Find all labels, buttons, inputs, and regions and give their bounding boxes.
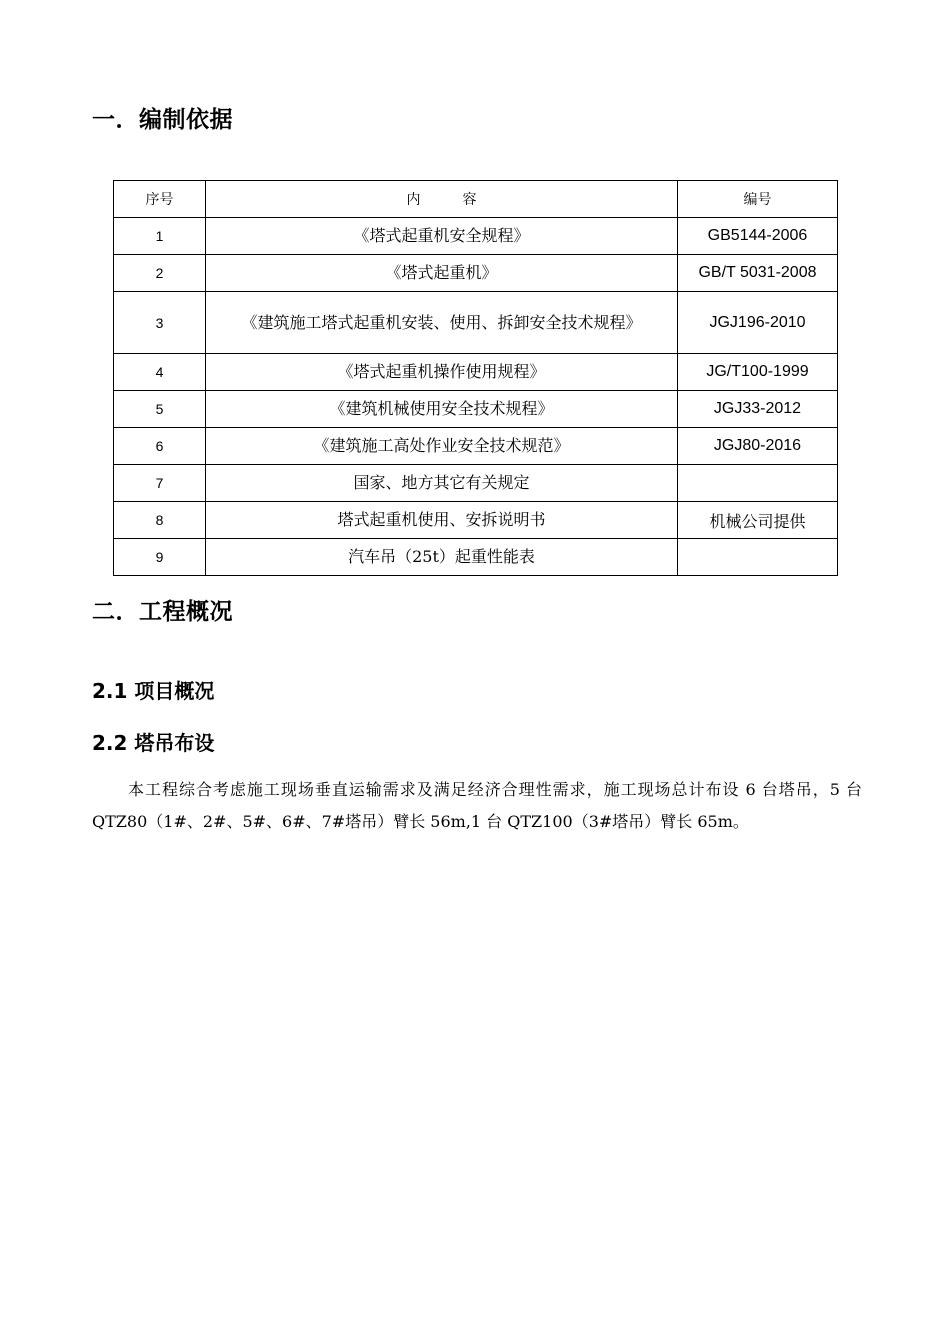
subsection-title-crane-layout: 2.2 塔吊布设 <box>92 731 215 755</box>
table-row <box>114 354 838 391</box>
row-content: 《塔式起重机安全规程》 <box>206 218 678 255</box>
section-title-basis: 一．编制依据 <box>92 107 233 133</box>
table-header-row <box>114 181 838 218</box>
table-row <box>114 391 838 428</box>
table-row <box>114 428 838 465</box>
row-no: 8 <box>114 502 206 539</box>
table-row <box>114 539 838 576</box>
row-content: 《建筑施工高处作业安全技术规范》 <box>206 428 678 465</box>
section-title-overview: 二．工程概况 <box>92 599 233 625</box>
row-no: 3 <box>114 292 206 354</box>
basis-table <box>113 180 838 576</box>
row-code: GB5144-2006 <box>678 218 838 255</box>
row-code <box>678 539 838 576</box>
row-code: JGJ80-2016 <box>678 428 838 465</box>
row-content: 《塔式起重机》 <box>206 255 678 292</box>
table-row <box>114 465 838 502</box>
row-no: 7 <box>114 465 206 502</box>
header-no: 序号 <box>114 181 206 218</box>
row-code: GB/T 5031-2008 <box>678 255 838 292</box>
row-code: JGJ33-2012 <box>678 391 838 428</box>
row-content: 《建筑施工塔式起重机安装、使用、拆卸安全技术规程》 <box>206 292 678 354</box>
row-code: JGJ196-2010 <box>678 292 838 354</box>
row-content: 汽车吊（25t）起重性能表 <box>206 539 678 576</box>
row-content: 《建筑机械使用安全技术规程》 <box>206 391 678 428</box>
crane-layout-paragraph: 本工程综合考虑施工现场垂直运输需求及满足经济合理性需求，施工现场总计布设 6 台塔吊，5 台 QTZ80（1#、2#、5#、6#、7#塔吊）臂长 56m,1 台 QTZ100（3#塔吊）臂长 65m。 <box>92 780 862 831</box>
table-row <box>114 255 838 292</box>
row-no: 4 <box>114 354 206 391</box>
table-row <box>114 218 838 255</box>
row-no: 1 <box>114 218 206 255</box>
row-content: 《塔式起重机操作使用规程》 <box>206 354 678 391</box>
table-row <box>114 502 838 539</box>
row-content: 国家、地方其它有关规定 <box>206 465 678 502</box>
row-code: 机械公司提供 <box>678 502 838 539</box>
row-code <box>678 465 838 502</box>
header-code: 编号 <box>678 181 838 218</box>
row-no: 2 <box>114 255 206 292</box>
row-code: JG/T100-1999 <box>678 354 838 391</box>
row-no: 6 <box>114 428 206 465</box>
subsection-title-project: 2.1 项目概况 <box>92 679 215 703</box>
row-content: 塔式起重机使用、安拆说明书 <box>206 502 678 539</box>
header-content: 内 容 <box>206 181 678 218</box>
table-row <box>114 292 838 354</box>
row-no: 5 <box>114 391 206 428</box>
row-no: 9 <box>114 539 206 576</box>
